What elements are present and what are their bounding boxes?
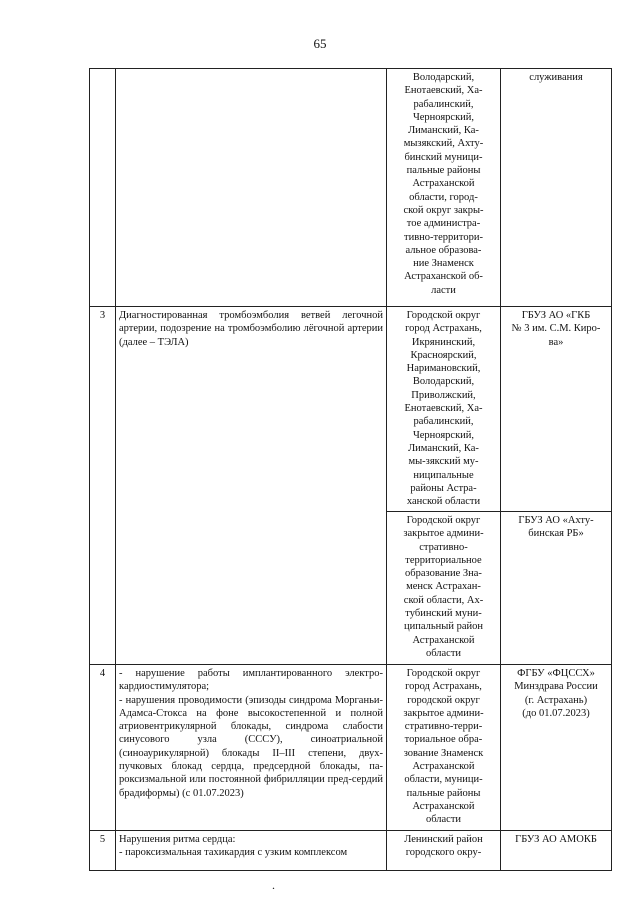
table-row bbox=[90, 665, 612, 831]
row-number: 5 bbox=[90, 831, 116, 871]
territory-cell: Городской округ город Астрахань, Икрянинский, Красноярский, Наримановский, Володарский, Приволжский, Енотаевский, Ха- рабалинский, Черноярский, Лиманский, Ка- мы-зякский му- ниципальные районы Астра- ханской области bbox=[387, 307, 501, 512]
row-number: 4 bbox=[90, 665, 116, 831]
territory-cell: Городской округ закрытое админи- стративно- территориальное образование Зна- менск Астрахан- ской области, Ах- тубинский муни- ципальный район Астраханской области bbox=[387, 512, 501, 665]
territory-cell: Володарский, Енотаевский, Ха- рабалинский, Черноярский, Лиманский, Ка- мызякский, Ахту- бинский муници- пальные районы Астраханской области, город- ской округ закры- тое администра- тивно-территори- альное образова- ние Знаменск Астраханской об- ласти bbox=[387, 69, 501, 307]
bottom-mark: . bbox=[272, 878, 275, 892]
condition-cell: - нарушение работы имплантированного электро-кардиостимулятора; - нарушения проводимости (эпизоды синдрома Морганьи-Адамса-Стокса на фоне высокостепенной и полной атриовентрикулярной блокады, синдрома слабости синусового узла (СССУ), синоатриальной (синоаурикулярной) блокады II–III степени, двух-пучковых блокад сердца, предсердной блокады, па-роксизмальной или постоянной фибрилляции пред-сердий брадиформы) (с 01.07.2023) bbox=[116, 665, 387, 831]
row-number: 3 bbox=[90, 307, 116, 665]
row-number bbox=[90, 69, 116, 307]
condition-cell bbox=[116, 69, 387, 307]
condition-cell: Нарушения ритма сердца: - пароксизмальная тахикардия с узким комплексом bbox=[116, 831, 387, 871]
routing-table bbox=[89, 68, 612, 871]
table-row bbox=[90, 69, 612, 307]
territory-cell: Ленинский район городского окру- bbox=[387, 831, 501, 871]
page-number: 65 bbox=[313, 36, 327, 51]
facility-cell: ГБУЗ АО «Ахту- бинская РБ» bbox=[501, 512, 612, 665]
facility-cell: ГБУЗ АО АМОКБ bbox=[501, 831, 612, 871]
table-row bbox=[90, 831, 612, 871]
condition-cell: Диагностированная тромбоэмболия ветвей легочной артерии, подозрение на тромбоэмболию лёгочной артерии (далее – ТЭЛА) bbox=[116, 307, 387, 665]
facility-cell: служивания bbox=[501, 69, 612, 307]
table-row bbox=[90, 307, 612, 512]
territory-cell: Городской округ город Астрахань, городской округ закрытое админи- стративно-терри- ториальное обра- зование Знаменск Астраханской области, муници- пальные районы Астраханской области bbox=[387, 665, 501, 831]
facility-cell: ФГБУ «ФЦССХ» Минздрава России (г. Астрахань) (до 01.07.2023) bbox=[501, 665, 612, 831]
facility-cell: ГБУЗ АО «ГКБ № 3 им. С.М. Киро- ва» bbox=[501, 307, 612, 512]
